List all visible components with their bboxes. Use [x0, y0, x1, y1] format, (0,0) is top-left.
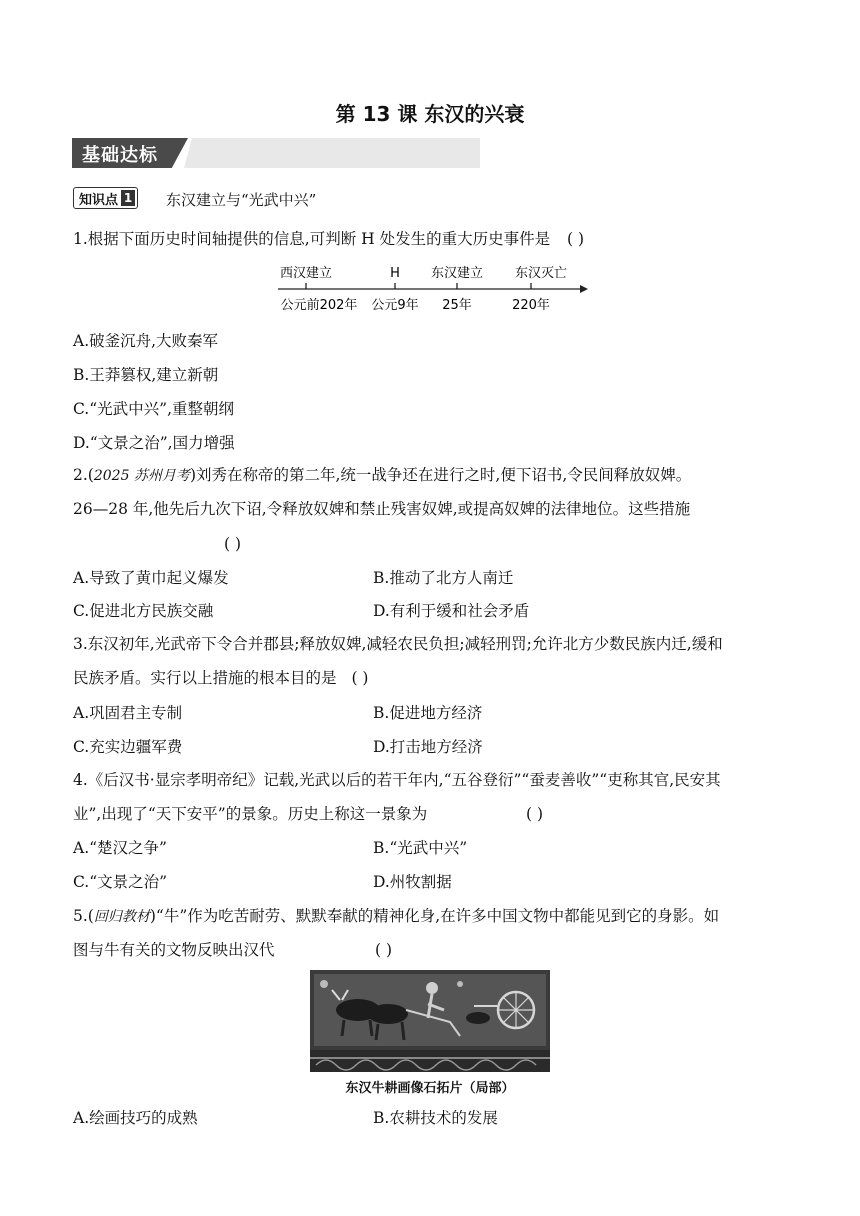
question-2-prefix: 2.(: [73, 466, 94, 484]
question-5-answer-blank: ( ): [375, 941, 393, 959]
question-3-answer-blank: ( ): [351, 669, 369, 687]
question-3-line-2: [73, 668, 368, 688]
question-4-line-1: 4.《后汉书·显宗孝明帝纪》记载,光武以后的若干年内,“五谷登衍”“蚕麦善收”“吏称其官,民安其: [73, 771, 721, 789]
timeline-date-4: 220年: [512, 298, 550, 313]
image-caption: 东汉牛耕画像石拓片（局部）: [345, 1081, 515, 1096]
timeline-event-3: 东汉建立: [430, 266, 484, 281]
question-5-line-2: 图与牛有关的文物反映出汉代: [73, 941, 275, 959]
question-2-answer-blank: ( ): [224, 535, 242, 553]
question-4-option-c[interactable]: C.“文景之治”: [73, 873, 168, 891]
stone-rubbing-image: [310, 970, 550, 1072]
question-4-option-b[interactable]: B.“光武中兴”: [373, 839, 468, 857]
question-4-option-a[interactable]: A.“楚汉之争”: [73, 839, 167, 857]
question-1-option-b[interactable]: B.王莽篡权,建立新朝: [73, 366, 219, 384]
question-2-line-1: [73, 465, 691, 486]
question-2-option-d[interactable]: D.有利于缓和社会矛盾: [373, 602, 530, 620]
question-1-option-c[interactable]: C.“光武中兴”,重整朝纲: [73, 400, 235, 418]
question-3-option-a[interactable]: A.巩固君主专制: [73, 704, 183, 722]
question-1-option-d[interactable]: D.“文景之治”,国力增强: [73, 434, 235, 452]
question-2-line-2: 26—28 年,他先后九次下诏,令释放奴婢和禁止残害奴婢,或提高奴婢的法律地位。这些措施: [73, 500, 691, 518]
question-3-text-2: 民族矛盾。实行以上措施的根本目的是: [73, 669, 337, 687]
question-3-option-b[interactable]: B.促进地方经济: [373, 704, 483, 722]
question-3-line-1: 3.东汉初年,光武帝下令合并郡县;释放奴婢,减轻农民负担;减轻刑罚;允许北方少数民族内迁,缓和: [73, 635, 723, 653]
timeline-event-1: 西汉建立: [279, 266, 333, 281]
timeline-date-1: 公元前202年: [280, 298, 358, 313]
question-1-option-a[interactable]: A.破釜沉舟,大败秦军: [73, 332, 219, 350]
question-2-option-b[interactable]: B.推动了北方人南迁: [373, 569, 514, 587]
section-label: 基础达标: [82, 145, 158, 166]
question-5-option-b[interactable]: B.农耕技术的发展: [373, 1109, 498, 1127]
question-2-text-1: )刘秀在称帝的第二年,统一战争还在进行之时,便下诏书,令民间释放奴婢。: [189, 466, 692, 484]
timeline-event-2: H: [390, 266, 400, 281]
question-2-source: 2025 苏州月考: [93, 468, 190, 484]
question-3-option-d[interactable]: D.打击地方经济: [373, 738, 483, 756]
knowledge-point-label: 知识点: [79, 192, 119, 208]
question-5-line-1: [73, 906, 719, 927]
timeline-event-4: 东汉灭亡: [514, 266, 568, 281]
question-3-option-c[interactable]: C.充实边疆军费: [73, 738, 183, 756]
question-1-text: 1.根据下面历史时间轴提供的信息,可判断 H 处发生的重大历史事件是: [73, 230, 551, 248]
question-5-source: 回归教材: [93, 909, 150, 925]
knowledge-point-badge: [73, 187, 138, 209]
question-4-answer-blank: ( ): [526, 805, 544, 823]
question-1-answer-blank: ( ): [567, 230, 585, 248]
knowledge-point-number: 1: [121, 190, 135, 206]
question-2-option-a[interactable]: A.导致了黄巾起义爆发: [73, 569, 229, 587]
timeline-date-2: 公元9年: [371, 298, 419, 313]
section-banner: [72, 138, 480, 168]
question-4-option-d[interactable]: D.州牧割据: [373, 873, 452, 891]
lesson-title: 第 13 课 东汉的兴衰: [335, 102, 525, 126]
question-4-line-2: 业”,出现了“天下安平”的景象。历史上称这一景象为: [73, 805, 428, 823]
question-2-option-c[interactable]: C.促进北方民族交融: [73, 602, 214, 620]
question-1-stem: [73, 229, 584, 249]
timeline-date-3: 25年: [442, 298, 472, 313]
timeline-figure: [274, 262, 594, 318]
question-5-prefix: 5.(: [73, 907, 94, 925]
knowledge-point-title: 东汉建立与“光武中兴”: [166, 191, 317, 209]
question-5-option-a[interactable]: A.绘画技巧的成熟: [73, 1109, 198, 1127]
question-5-text-1: )“牛”作为吃苦耐劳、默默奉献的精神化身,在许多中国文物中都能见到它的身影。如: [149, 907, 720, 925]
